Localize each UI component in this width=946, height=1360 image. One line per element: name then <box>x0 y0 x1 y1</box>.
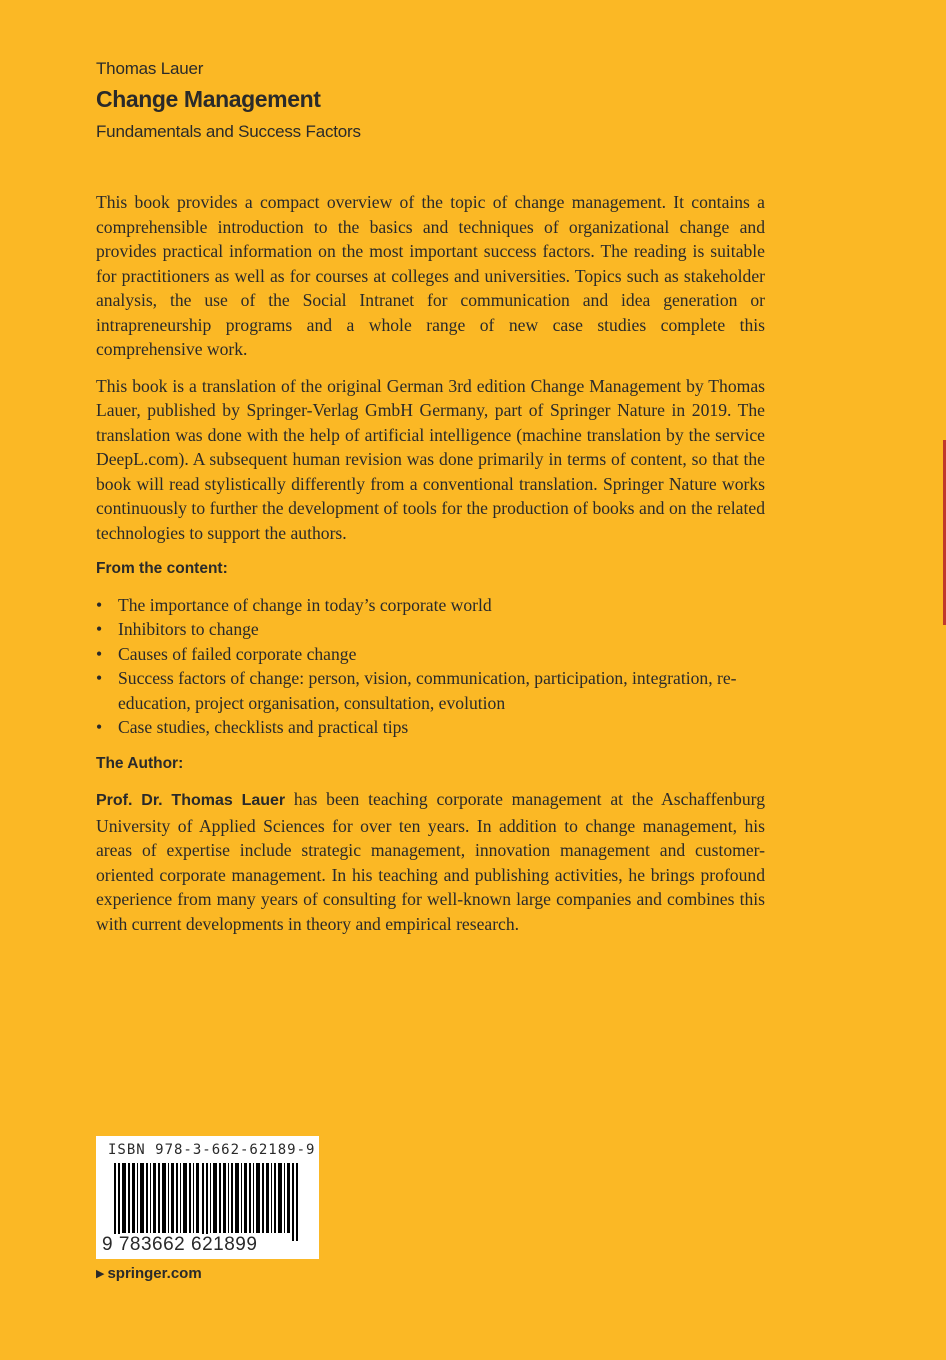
blurb-paragraph: This book provides a compact overview of the topic of change management. It contains a comprehensible introduction to the basics and techniques of organizational change and provides practical information on the most important success factors. The reading is suitable for practitioners as well as for courses at colleges and universities. Topics such as stakeholder analysis, the use of the Social Intranet for communication and idea generation or intrapreneurship programs and a whole range of new case studies complete this comprehensive work. <box>96 192 765 359</box>
bullet-icon: • <box>96 643 103 664</box>
springer-link-text: springer.com <box>107 1265 202 1282</box>
author-bio-name: Prof. Dr. Thomas Lauer <box>96 792 286 809</box>
list-item: • Success factors of change: person, vision, communication, participation, integration, re-education, project organisation, consultation, evolution <box>96 668 737 713</box>
content-list <box>96 593 765 740</box>
barcode-bars <box>114 1163 304 1241</box>
content-heading: From the content: <box>96 560 228 577</box>
springer-link[interactable] <box>96 1265 202 1282</box>
book-title: Change Management <box>96 86 321 112</box>
list-item: • Case studies, checklists and practical tips <box>96 715 765 740</box>
arrow-right-icon: ▶ <box>96 1268 105 1280</box>
list-item: • Inhibitors to change <box>96 617 765 642</box>
bullet-icon: • <box>96 594 103 615</box>
bullet-icon: • <box>96 619 103 639</box>
barcode-digits: 9 783662 621899 <box>102 1234 258 1255</box>
list-item: • The importance of change in today’s corporate world <box>96 593 765 618</box>
author-heading: The Author: <box>96 754 184 772</box>
book-subtitle: Fundamentals and Success Factors <box>96 122 361 141</box>
isbn-barcode <box>96 1136 319 1259</box>
bullet-icon: • <box>96 717 103 737</box>
list-item: • Causes of failed corporate change <box>96 642 765 667</box>
author-bio <box>96 787 765 936</box>
isbn-label: ISBN 978-3-662-62189-9 <box>108 1142 316 1158</box>
back-cover-text <box>96 190 765 948</box>
author-name: Thomas Lauer <box>96 59 204 78</box>
bullet-icon: • <box>96 668 103 688</box>
blurb-paragraph: This book is a translation of the original German 3rd edition Change Management by Thomas Lauer, published by Springer-Verlag GmbH Germany, part of Springer Nature in 2019. The translation was done with the help of artificial intelligence (machine translation by the service DeepL.com). A subsequent human revision was done primarily in terms of content, so that the book will read stylistically differently from a conventional translation. Springer Nature works continuously to further the development of tools for the production of books and on the related technologies to support the authors. <box>96 375 765 543</box>
author-bio-text: has been teaching corporate management at the Aschaffenburg University of Applied Sciences for over ten years. In addition to change management, his areas of expertise include strategic management, innovation management and customer-oriented corporate management. In his teaching and publishing activities, he brings profound experience from many years of consulting for well-known large companies and combines this with current developments in theory and empirical research. <box>96 789 765 934</box>
